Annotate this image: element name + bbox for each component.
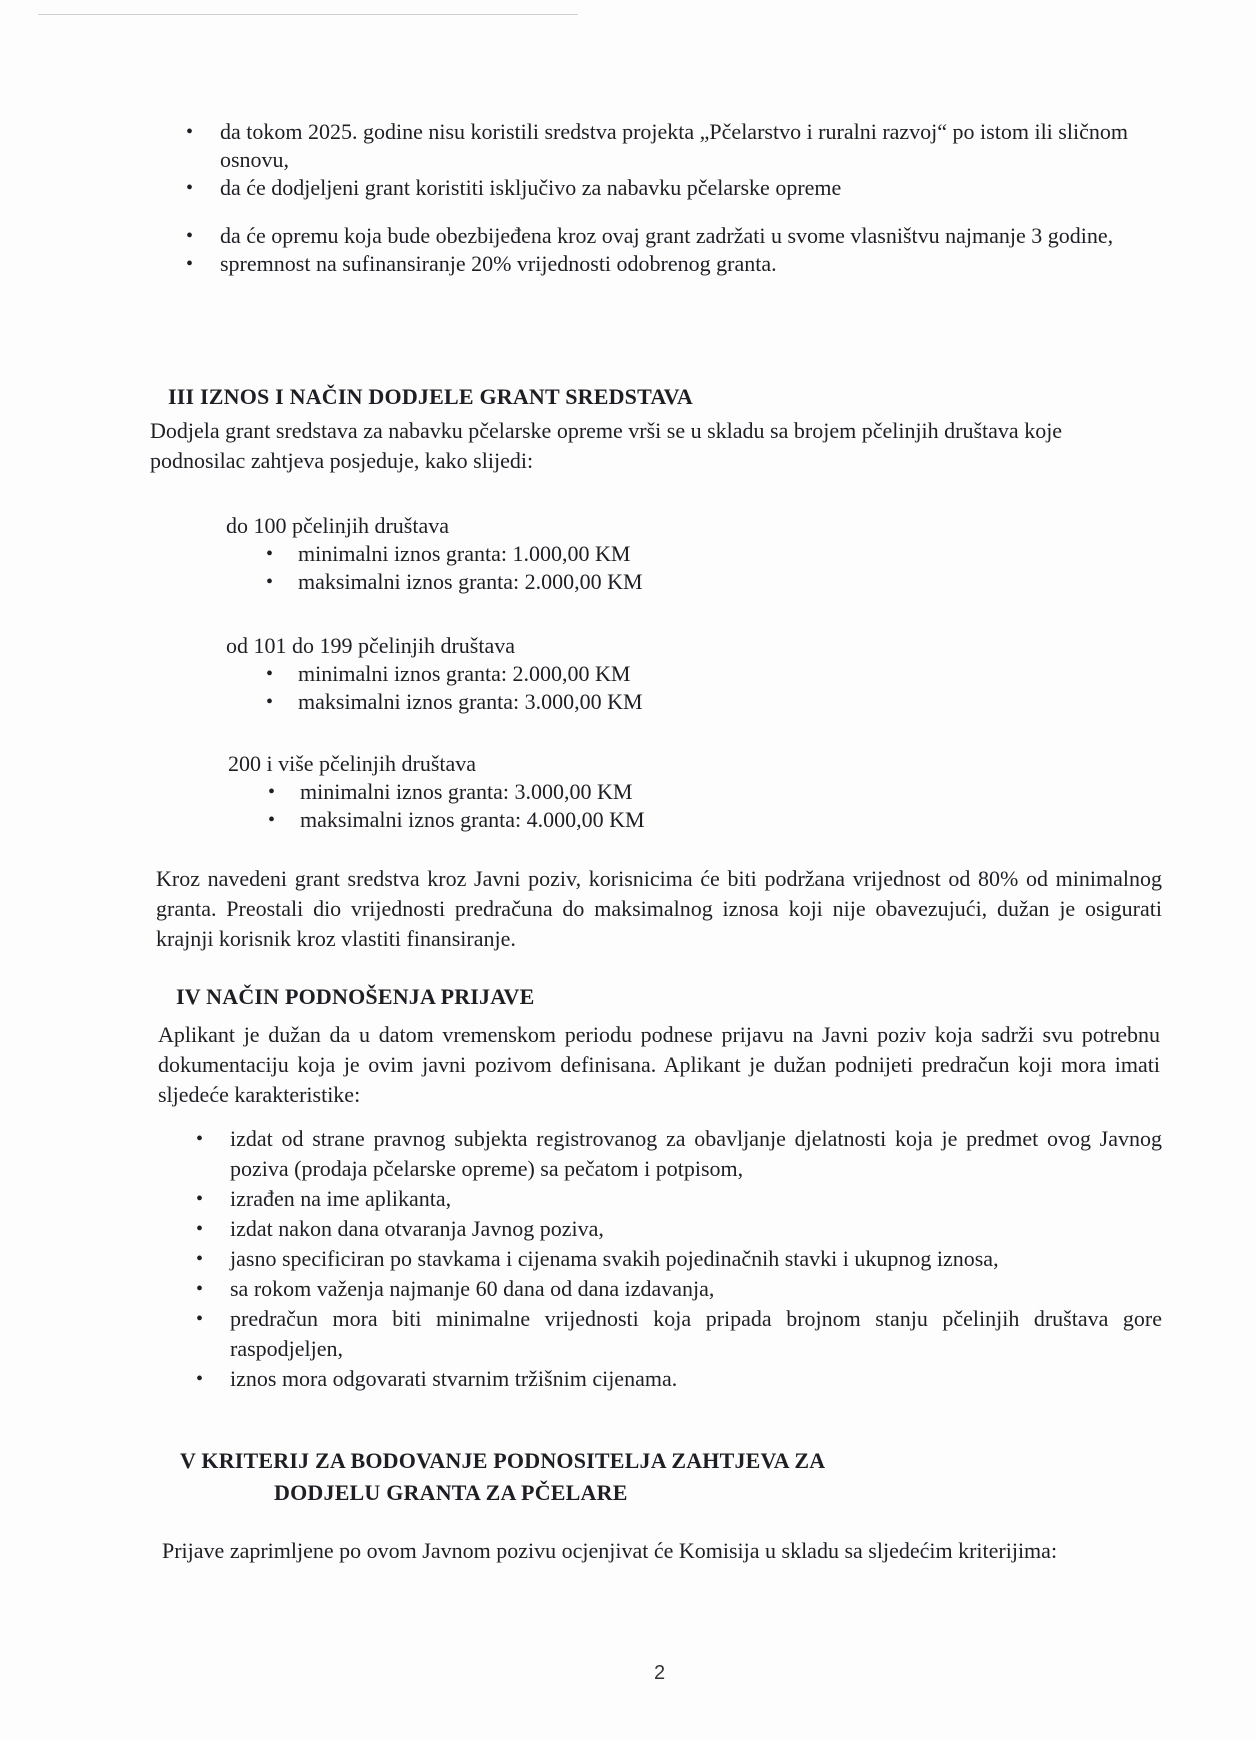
list-item: • iznos mora odgovarati stvarnim tržišnim cijenama. <box>196 1364 1162 1394</box>
section-5-heading-line-2: DODJELU GRANTA ZA PČELARE <box>274 1480 628 1505</box>
list-item: • minimalni iznos granta: 2.000,00 KM <box>266 660 866 688</box>
list-item: • minimalni iznos granta: 3.000,00 KM <box>268 778 868 806</box>
list-item: • maksimalni iznos granta: 4.000,00 KM <box>268 806 868 834</box>
eligibility-list <box>186 118 1146 278</box>
tier-label: do 100 pčelinjih društava <box>226 513 450 538</box>
section-3-note: Kroz navedeni grant sredstva kroz Javni poziv, korisnicima će biti podržana vrijednost od 80% od minimalnog granta. Preostali dio vrijednosti predračuna do maksimalnog iznosa koji nije obavezujući, dužan je osigurati krajnji korisnik kroz vlastiti finansiranje. <box>156 866 1162 951</box>
list-item: • izdat od strane pravnog subjekta registrovanog za obavljanje djelatnosti koja je predmet ovog Javnog poziva (prodaja pčelarske opreme) sa pečatom i potpisom, <box>196 1124 1162 1184</box>
page-number: 2 <box>654 1662 666 1684</box>
list-item: • maksimalni iznos granta: 3.000,00 KM <box>266 688 866 716</box>
list-item: • jasno specificiran po stavkama i cijenama svakih pojedinačnih stavki i ukupnog iznosa, <box>196 1244 1162 1274</box>
list-item: • spremnost na sufinansiranje 20% vrijednosti odobrenog granta. <box>186 250 1146 278</box>
list-item: • da će opremu koja bude obezbijeđena kroz ovaj grant zadržati u svome vlasništvu najmanje 3 godine, <box>186 222 1146 250</box>
tier-label: od 101 do 199 pčelinjih društava <box>226 633 516 658</box>
requirements-list <box>196 1124 1162 1394</box>
section-4-intro: Aplikant je dužan da u datom vremenskom periodu podnese prijavu na Javni poziv koja sadrži svu potrebnu dokumentaciju koja je ovim javni pozivom definisana. Aplikant je dužan podnijeti predračun koji mora imati sljedeće karakteristike: <box>158 1022 1160 1107</box>
section-5-heading-line-1: V KRITERIJ ZA BODOVANJE PODNOSITELJA ZAHTJEVA ZA <box>180 1448 826 1473</box>
tier-label: 200 i više pčelinjih društava <box>228 751 477 776</box>
list-item: • maksimalni iznos granta: 2.000,00 KM <box>266 568 866 596</box>
list-item: • minimalni iznos granta: 1.000,00 KM <box>266 540 866 568</box>
list-item: • izrađen na ime aplikanta, <box>196 1184 1162 1214</box>
section-3-heading: III IZNOS I NAČIN DODJELE GRANT SREDSTAVA <box>168 384 693 409</box>
list-item: • da će dodjeljeni grant koristiti isključivo za nabavku pčelarske opreme <box>186 174 1146 202</box>
top-rule <box>38 14 578 15</box>
list-item: • izdat nakon dana otvaranja Javnog poziva, <box>196 1214 1162 1244</box>
section-3-intro: Dodjela grant sredstava za nabavku pčelarske opreme vrši se u skladu sa brojem pčelinjih društava koje podnosilac zahtjeva posjeduje, kako slijedi: <box>150 418 1063 473</box>
tier-list <box>266 660 866 716</box>
section-4-heading: IV NAČIN PODNOŠENJA PRIJAVE <box>176 984 535 1009</box>
list-item: • da tokom 2025. godine nisu koristili sredstva projekta „Pčelarstvo i ruralni razvoj“ po istom ili sličnom osnovu, <box>186 118 1146 174</box>
list-item: • predračun mora biti minimalne vrijednosti koja pripada brojnom stanju pčelinjih društava gore raspodjeljen, <box>196 1304 1162 1364</box>
section-5-intro: Prijave zaprimljene po ovom Javnom pozivu ocjenjivat će Komisija u skladu sa sljedećim kriterijima: <box>162 1538 1058 1563</box>
tier-list <box>268 778 868 834</box>
list-item: • sa rokom važenja najmanje 60 dana od dana izdavanja, <box>196 1274 1162 1304</box>
tier-list <box>266 540 866 596</box>
